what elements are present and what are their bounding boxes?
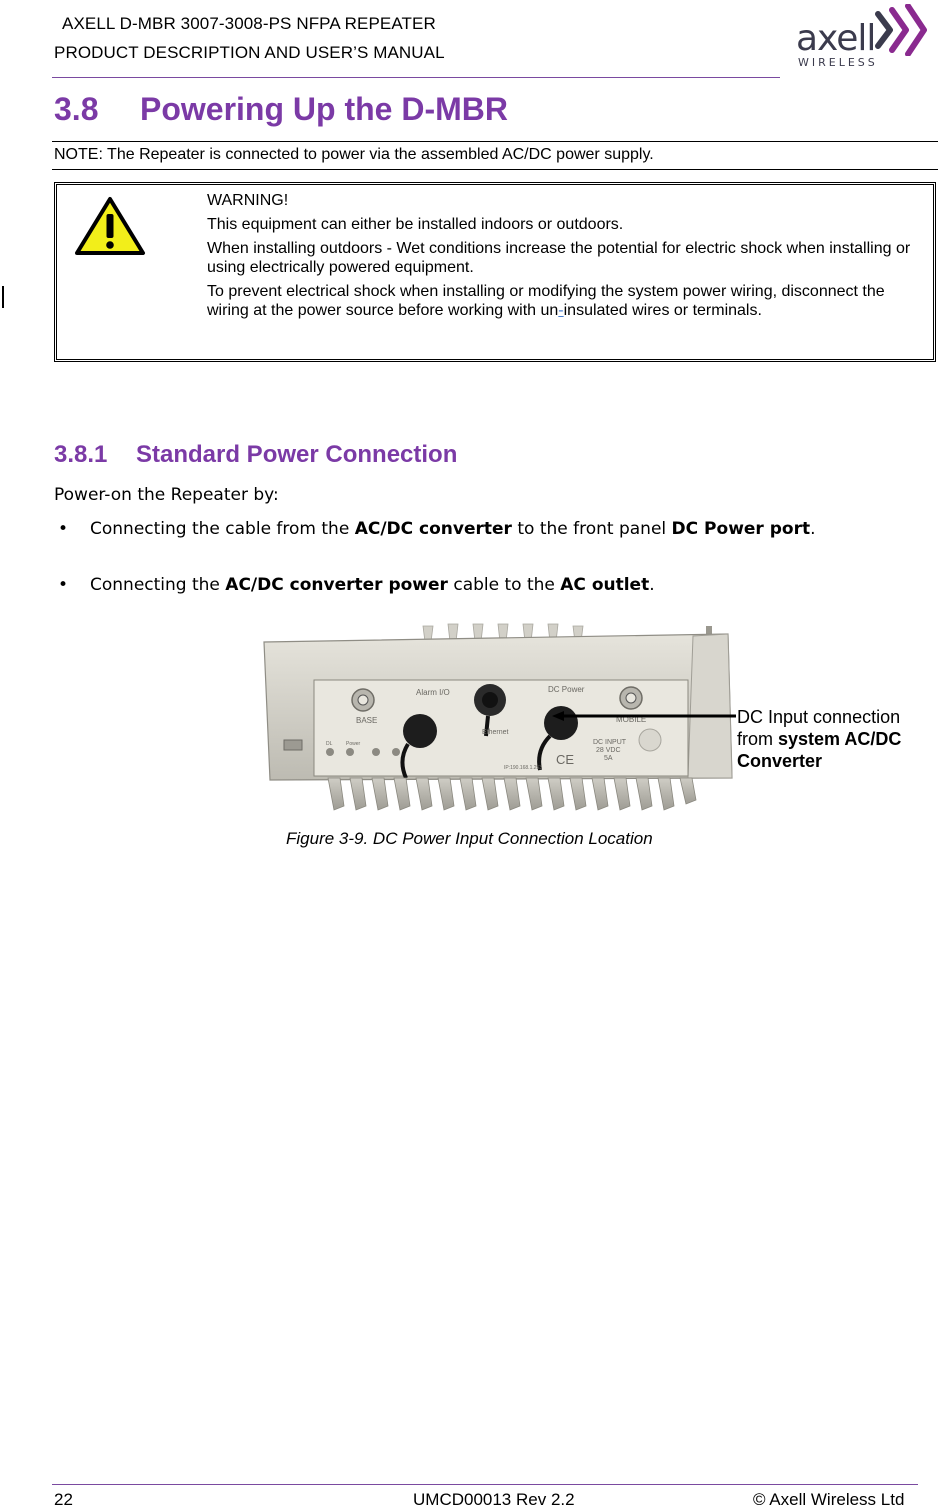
footer-rule (52, 1484, 918, 1485)
figure-callout: DC Input connection from system AC/DC Converter (737, 707, 902, 771)
header-rule (52, 77, 780, 78)
header-title-line1: AXELL D-MBR 3007-3008-PS NFPA REPEATER (62, 14, 436, 33)
label-alarm: Alarm I/O (416, 688, 450, 697)
label-current: 5A (604, 755, 613, 762)
warning-heading: WARNING! (207, 192, 289, 209)
subsection-number: 3.8.1 (54, 441, 108, 468)
label-dc-power: DC Power (548, 685, 585, 694)
subsection-title: Standard Power Connection (136, 441, 458, 468)
section-heading (54, 91, 508, 128)
header-title-line2: PRODUCT DESCRIPTION AND USER’S MANUAL (54, 43, 445, 62)
warning-paragraph-3: To prevent electrical shock when installing or modifying the system power wiring, disconnect the wiring at the power source before working with un-insulated wires or terminals. (207, 283, 885, 319)
intro-text: Power-on the Repeater by: (54, 485, 279, 505)
warning-paragraph-1: This equipment can either be installed indoors or outdoors. (207, 216, 624, 233)
label-dc-input: DC INPUT (593, 739, 627, 746)
list-item: • Connecting the cable from the AC/DC converter to the front panel DC Power port. (58, 519, 816, 539)
warning-triangle-icon (74, 196, 146, 256)
company-logo (792, 4, 932, 72)
logo-subtitle: WIRELESS (798, 56, 878, 69)
label-led1: DL (326, 741, 333, 747)
label-ce: CE (556, 752, 575, 767)
section-rule-bottom (52, 169, 938, 170)
logo-wordmark: axell (796, 18, 876, 59)
label-ethernet: Ethernet (482, 729, 509, 736)
section-rule-top (52, 141, 938, 142)
document-id: UMCD00013 Rev 2.2 (413, 1490, 575, 1509)
section-number: 3.8 (54, 91, 99, 127)
label-voltage: 28 VDC (596, 747, 621, 754)
logo-chevrons-icon (870, 4, 930, 56)
change-bar (2, 286, 4, 308)
figure-caption: Figure 3-9. DC Power Input Connection Location (286, 829, 653, 848)
warning-box (54, 182, 936, 362)
power-note: NOTE: The Repeater is connected to power via the assembled AC/DC power supply. (54, 146, 654, 163)
label-ip: IP:190.168.1.253 (504, 765, 543, 771)
label-base: BASE (356, 716, 378, 725)
warning-paragraph-2: When installing outdoors - Wet conditions increase the potential for electric shock when installing or using electrically powered equipment. (207, 240, 911, 276)
list-item: • Connecting the AC/DC converter power cable to the AC outlet. (58, 575, 655, 595)
warning-text (207, 191, 922, 325)
copyright: © Axell Wireless Ltd (753, 1490, 905, 1509)
subsection-heading (54, 441, 457, 469)
section-title: Powering Up the D-MBR (140, 91, 508, 127)
callout-arrow (550, 708, 740, 724)
label-mobile: MOBILE (616, 715, 647, 724)
page-number: 22 (54, 1490, 73, 1509)
label-led2: Power (346, 741, 361, 747)
